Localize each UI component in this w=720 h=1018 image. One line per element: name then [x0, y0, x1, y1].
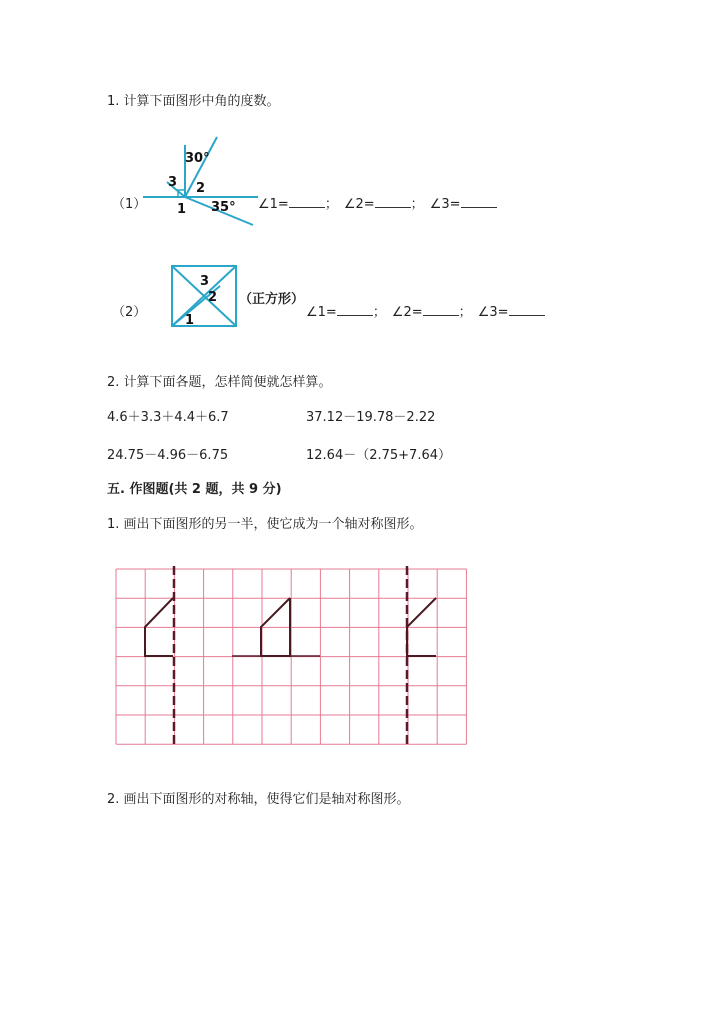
angle3-label: ∠3= [477, 305, 509, 320]
angle3-label: ∠3= [429, 197, 461, 212]
q1-part2-label: （2） [112, 305, 147, 320]
sep: ； [458, 305, 472, 320]
expr-2: 37.12－19.78－2.22 [306, 410, 436, 425]
square-figure [170, 264, 238, 328]
label-3: 3 [168, 175, 178, 190]
sep: ； [324, 197, 338, 212]
angle1-blank[interactable] [337, 303, 373, 316]
angle2-blank[interactable] [375, 195, 411, 208]
label-1: 1 [177, 202, 187, 217]
angle1-blank[interactable] [289, 195, 325, 208]
angle3-blank[interactable] [509, 303, 545, 316]
section5-title: 五. 作图题(共 2 题，共 9 分) [107, 482, 282, 497]
angle-figure-1 [143, 135, 258, 227]
angle2-label: ∠2= [343, 197, 375, 212]
sep: ； [372, 305, 386, 320]
square-note: （正方形） [239, 292, 305, 307]
label-2: 2 [196, 181, 206, 196]
expr-3: 24.75－4.96－6.75 [107, 448, 229, 463]
q1-part1-answers [258, 193, 497, 212]
angle3-blank[interactable] [461, 195, 497, 208]
expr-1: 4.6＋3.3＋4.4＋6.7 [107, 410, 229, 425]
label-1: 1 [185, 313, 195, 328]
label-35: 35° [211, 200, 236, 215]
angle2-blank[interactable] [423, 303, 459, 316]
section5-q2-title: 2. 画出下面图形的对称轴，使得它们是轴对称图形。 [107, 792, 410, 807]
label-30: 30° [185, 151, 210, 166]
q1-part1-label: （1） [112, 197, 147, 212]
q1-part2-answers [306, 301, 545, 320]
sep: ； [410, 197, 424, 212]
q2-title: 2. 计算下面各题，怎样简便就怎样算。 [107, 375, 332, 390]
angle2-label: ∠2= [391, 305, 423, 320]
label-3: 3 [200, 274, 210, 289]
q1-title: 1. 计算下面图形中角的度数。 [107, 94, 280, 109]
angle1-label: ∠1= [258, 197, 289, 212]
expr-4: 12.64－（2.75+7.64） [306, 448, 451, 463]
label-2: 2 [208, 290, 218, 305]
grid-figure [110, 562, 470, 752]
angle1-label: ∠1= [306, 305, 337, 320]
section5-q1-title: 1. 画出下面图形的另一半，使它成为一个轴对称图形。 [107, 517, 423, 532]
